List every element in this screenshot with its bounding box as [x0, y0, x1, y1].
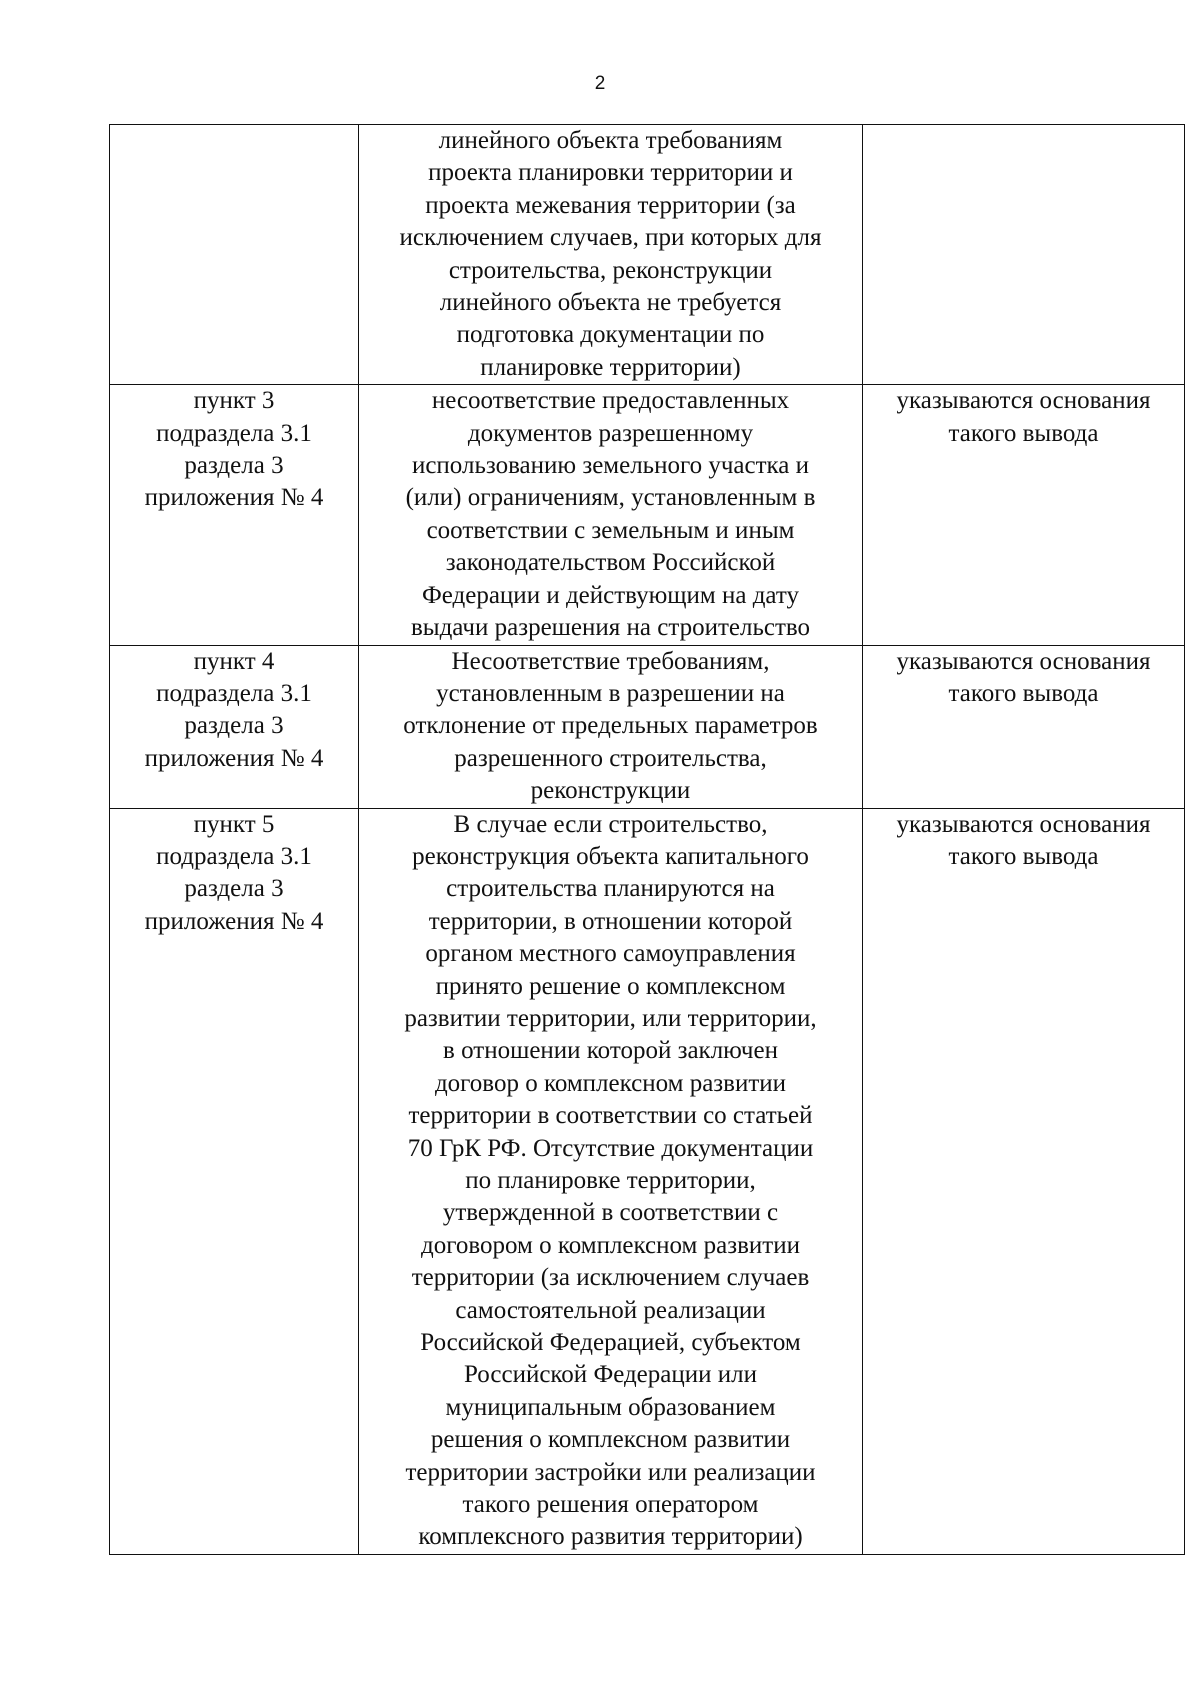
- description-cell: В случае если строительство, реконструкция объекта капитального строительства планируются на территории, в отношении которой органом местного самоуправления принято решение о комплексном развитии территории, или территории, в отношении которой заключен договор о комплексном развитии территории в соответствии со статьей 70 ГрК РФ. Отсутствие документации по планировке территории, утвержденной в соответствии с договором о комплексном развитии территории (за исключением случаев самостоятельной реализации Российской Федерацией, субъектом Российской Федерации или муниципальным образованием решения о комплексном развитии территории застройки или реализации такого решения оператором комплексного развития территории): [359, 808, 863, 1554]
- refusal-grounds-table: [109, 124, 1185, 1555]
- page-number: 2: [594, 73, 606, 94]
- note-cell: [863, 125, 1185, 385]
- reference-cell: пункт 4 подраздела 3.1 раздела 3 приложения № 4: [110, 645, 359, 808]
- description-cell: линейного объекта требованиям проекта планировки территории и проекта межевания территории (за исключением случаев, при которых для строительства, реконструкции линейного объекта не требуется подготовка документации по планировке территории): [359, 125, 863, 385]
- reference-cell: пункт 5 подраздела 3.1 раздела 3 приложения № 4: [110, 808, 359, 1554]
- reference-cell: [110, 125, 359, 385]
- table-row: [110, 385, 1185, 645]
- table-row: [110, 808, 1185, 1554]
- table-row: [110, 645, 1185, 808]
- description-cell: Несоответствие требованиям, установленным в разрешении на отклонение от предельных параметров разрешенного строительства, реконструкции: [359, 645, 863, 808]
- note-cell: указываются основания такого вывода: [863, 808, 1185, 1554]
- table-row: [110, 125, 1185, 385]
- note-cell: указываются основания такого вывода: [863, 385, 1185, 645]
- reference-cell: пункт 3 подраздела 3.1 раздела 3 приложения № 4: [110, 385, 359, 645]
- note-cell: указываются основания такого вывода: [863, 645, 1185, 808]
- description-cell: несоответствие предоставленных документов разрешенному использованию земельного участка и (или) ограничениям, установленным в соответствии с земельным и иным законодательством Российской Федерации и действующим на дату выдачи разрешения на строительство: [359, 385, 863, 645]
